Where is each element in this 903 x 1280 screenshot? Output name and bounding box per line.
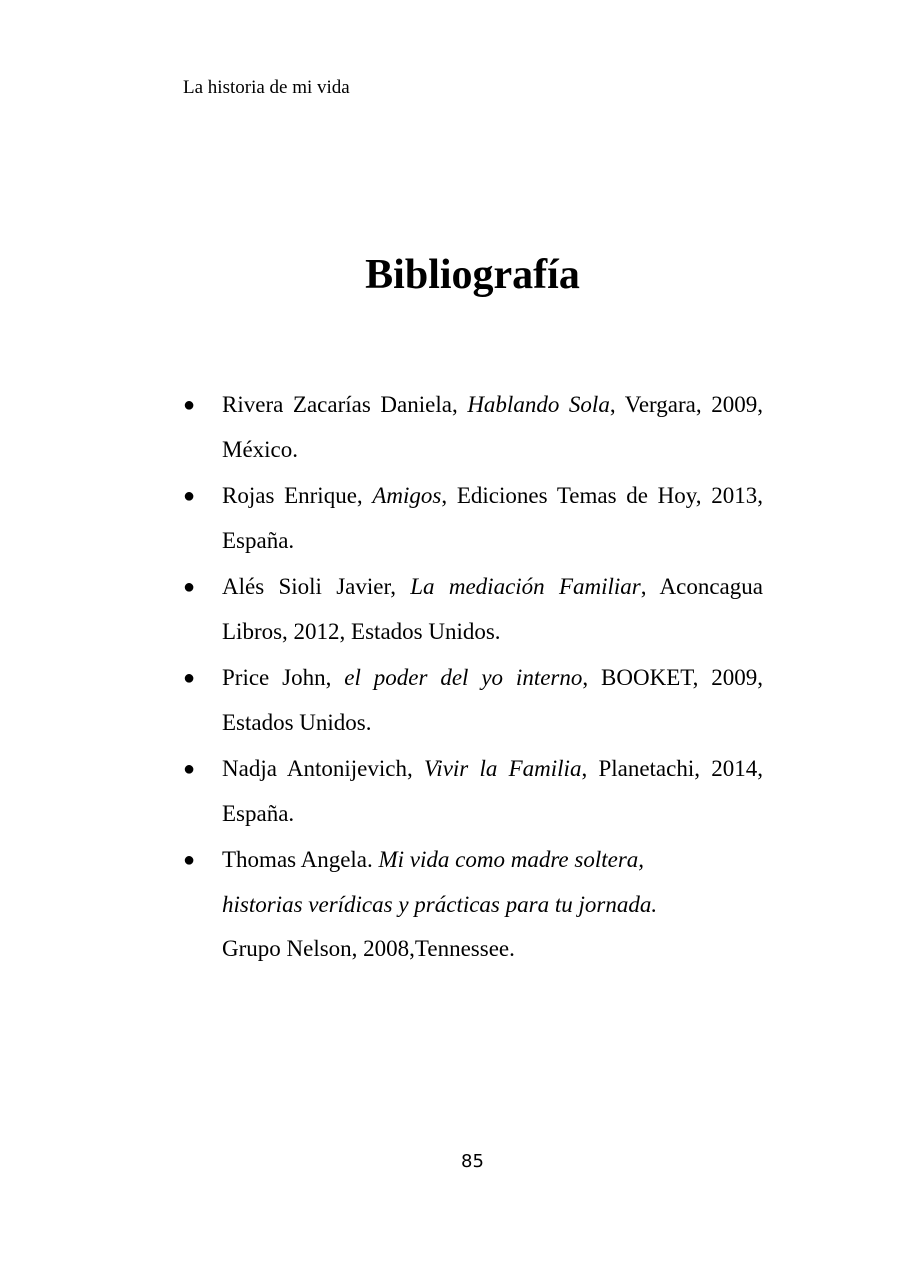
- entry-details: Grupo Nelson, 2008,Tennessee.: [222, 936, 515, 961]
- entry-author: Rojas Enrique,: [222, 483, 373, 508]
- entry-book-title: Hablando Sola: [467, 392, 610, 417]
- entry-details: , Planetachi, 2014, España.: [222, 756, 763, 826]
- entry-details: , BOOKET, 2009, Estados Unidos.: [222, 665, 763, 735]
- entry-author: Thomas Angela.: [222, 847, 379, 872]
- entry-author: Rivera Zacarías Daniela,: [222, 392, 468, 417]
- bibliography-entry: [183, 656, 763, 745]
- bullet-icon: ●: [183, 576, 196, 598]
- bibliography-entry: [183, 838, 763, 972]
- running-header: La historia de mi vida: [183, 77, 350, 98]
- bibliography-list: [183, 383, 763, 974]
- entry-details: , Vergara, 2009, México.: [222, 392, 763, 462]
- entry-author: Price John,: [222, 665, 345, 690]
- entry-author: Nadja Antonijevich,: [222, 756, 424, 781]
- page-number: 85: [461, 1151, 484, 1172]
- bibliography-entry: [183, 474, 763, 563]
- bibliography-entry: [183, 747, 763, 836]
- entry-book-title: La mediación Familiar: [410, 574, 641, 599]
- bullet-icon: ●: [183, 667, 196, 689]
- bibliography-entry: [183, 383, 763, 472]
- page-title: Bibliografía: [365, 252, 580, 298]
- bullet-icon: ●: [183, 394, 196, 416]
- bullet-icon: ●: [183, 758, 196, 780]
- bullet-icon: ●: [183, 485, 196, 507]
- entry-book-title: Vivir la Familia: [423, 756, 582, 781]
- entry-book-title: el poder del yo interno: [344, 665, 583, 690]
- entry-details: , Ediciones Temas de Hoy, 2013, España.: [222, 483, 763, 553]
- bullet-icon: ●: [183, 849, 196, 871]
- entry-author: Alés Sioli Javier,: [222, 574, 411, 599]
- entry-book-title: Amigos: [372, 483, 442, 508]
- bibliography-entry: [183, 565, 763, 654]
- entry-details: , Aconcagua Libros, 2012, Estados Unidos.: [222, 574, 763, 644]
- entry-book-title: Mi vida como madre soltera,: [378, 847, 645, 872]
- entry-book-title-continued: historias verídicas y prácticas para tu jornada.: [222, 891, 658, 917]
